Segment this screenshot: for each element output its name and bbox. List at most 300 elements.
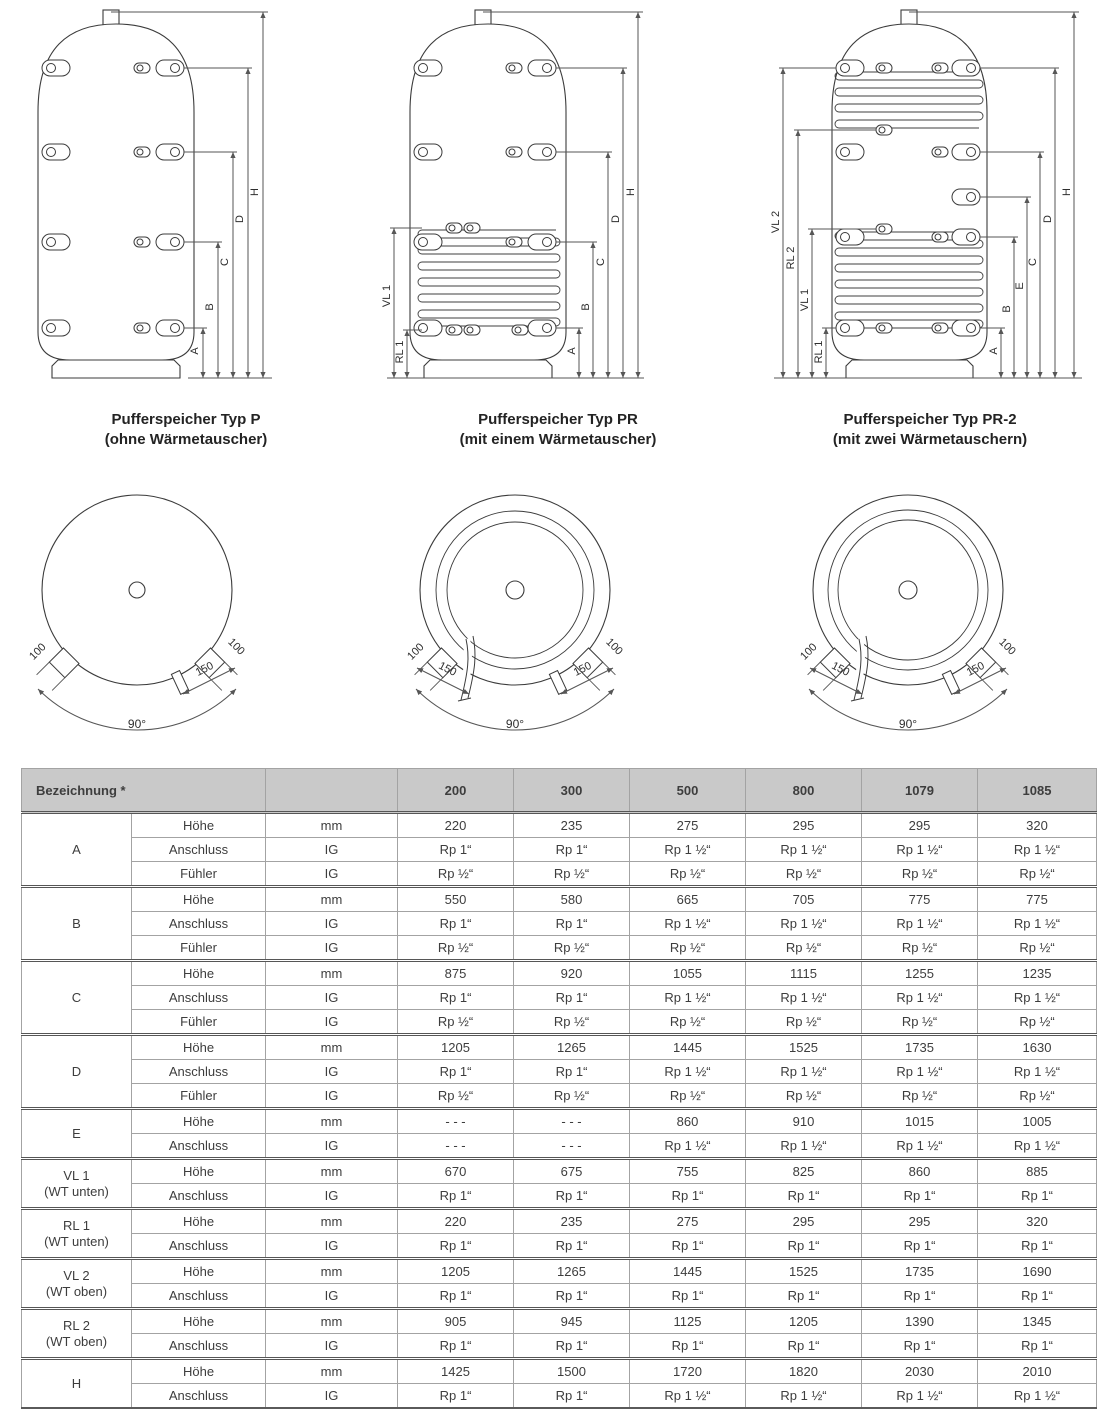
dim-100-right: 100	[225, 636, 247, 658]
dim-label-h: H	[249, 188, 261, 196]
angle-label: 90°	[505, 717, 525, 731]
value-cell: 755	[630, 1159, 746, 1184]
value-cell: Rp 1“	[398, 1284, 514, 1309]
table-row	[22, 986, 1097, 1010]
value-cell: 2030	[862, 1359, 978, 1384]
value-cell: 550	[398, 887, 514, 912]
value-cell: Rp 1“	[514, 1334, 630, 1359]
dim-label-vl1: VL 1	[799, 288, 811, 312]
top-view-typ-pr2	[744, 472, 1116, 758]
value-cell: Rp 1“	[862, 1234, 978, 1259]
value-cell: Rp 1“	[862, 1184, 978, 1209]
value-cell: Rp 1“	[398, 838, 514, 862]
unit-cell: IG	[266, 986, 398, 1010]
value-cell: Rp 1“	[398, 1334, 514, 1359]
value-cell: Rp ½“	[862, 1010, 978, 1035]
value-cell: 775	[862, 887, 978, 912]
value-cell: 1820	[746, 1359, 862, 1384]
unit-cell: IG	[266, 1134, 398, 1159]
unit-cell: mm	[266, 887, 398, 912]
value-cell: 885	[978, 1159, 1097, 1184]
group-label-cell: VL 2 (WT oben)	[22, 1259, 132, 1309]
caption-typ-pr2	[744, 410, 1116, 450]
value-cell: 275	[630, 1209, 746, 1234]
angle-label: 90°	[127, 717, 147, 731]
property-cell: Höhe	[132, 813, 266, 838]
value-cell: Rp ½“	[862, 1084, 978, 1109]
caption-typ-pr	[372, 410, 744, 450]
center-port	[129, 582, 145, 598]
dim-label-a: A	[988, 347, 1000, 355]
value-cell: Rp 1“	[514, 838, 630, 862]
value-cell: - - -	[398, 1134, 514, 1159]
value-cell: Rp 1 ½“	[746, 1060, 862, 1084]
table-row	[22, 838, 1097, 862]
unit-cell: IG	[266, 1284, 398, 1309]
caption-title: Pufferspeicher Typ PR	[478, 411, 638, 428]
unit-cell: mm	[266, 1309, 398, 1334]
value-cell: Rp 1 ½“	[630, 838, 746, 862]
value-cell: 220	[398, 1209, 514, 1234]
value-cell: Rp 1 ½“	[630, 1384, 746, 1409]
dim-label-a: A	[189, 347, 201, 355]
value-cell: Rp 1“	[746, 1184, 862, 1209]
property-cell: Anschluss	[132, 1234, 266, 1259]
value-cell: Rp 1“	[862, 1334, 978, 1359]
dim-150-right: 150	[193, 659, 216, 679]
value-cell: Rp 1“	[514, 1234, 630, 1259]
unit-cell: IG	[266, 912, 398, 936]
table-row	[22, 1010, 1097, 1035]
value-cell: 1630	[978, 1035, 1097, 1060]
group-label-cell: VL 1 (WT unten)	[22, 1159, 132, 1209]
caption-title: Pufferspeicher Typ P	[111, 411, 261, 428]
dim-150-right: 150	[964, 659, 987, 679]
table-row	[22, 887, 1097, 912]
value-cell: 920	[514, 961, 630, 986]
table-row	[22, 1159, 1097, 1184]
table-row	[22, 1109, 1097, 1134]
value-cell: Rp 1 ½“	[862, 1384, 978, 1409]
value-cell: 1265	[514, 1035, 630, 1060]
value-cell: Rp 1 ½“	[862, 1060, 978, 1084]
value-cell: 1735	[862, 1259, 978, 1284]
center-port	[506, 581, 524, 599]
unit-cell: mm	[266, 1259, 398, 1284]
value-cell: 825	[746, 1159, 862, 1184]
value-cell: Rp 1“	[398, 1234, 514, 1259]
value-cell: Rp 1 ½“	[630, 986, 746, 1010]
table-row	[22, 961, 1097, 986]
value-cell: Rp ½“	[746, 862, 862, 887]
value-cell: Rp 1“	[978, 1334, 1097, 1359]
property-cell: Anschluss	[132, 1384, 266, 1409]
table-row	[22, 1134, 1097, 1159]
table-row	[22, 936, 1097, 961]
value-cell: 1445	[630, 1259, 746, 1284]
property-cell: Anschluss	[132, 912, 266, 936]
value-cell: Rp 1“	[514, 986, 630, 1010]
bottom-pipe	[942, 671, 959, 695]
value-cell: Rp ½“	[630, 862, 746, 887]
diagram-typ-pr2	[744, 0, 1116, 450]
value-cell: 295	[862, 1209, 978, 1234]
value-cell: Rp 1“	[398, 986, 514, 1010]
tank-drawing-typ-pr2	[744, 0, 1116, 402]
table-row	[22, 1234, 1097, 1259]
header-size-800: 800	[746, 769, 862, 813]
value-cell: Rp 1“	[746, 1334, 862, 1359]
value-cell: 905	[398, 1309, 514, 1334]
group-label-cell: C	[22, 961, 132, 1035]
value-cell: Rp 1“	[514, 1060, 630, 1084]
value-cell: 1720	[630, 1359, 746, 1384]
caption-title: Pufferspeicher Typ PR-2	[843, 411, 1017, 428]
value-cell: 1425	[398, 1359, 514, 1384]
property-cell: Höhe	[132, 961, 266, 986]
table-row	[22, 1084, 1097, 1109]
property-cell: Anschluss	[132, 1284, 266, 1309]
value-cell: Rp 1“	[630, 1334, 746, 1359]
dim-label-rl1: RL 1	[394, 340, 406, 364]
unit-cell: IG	[266, 1010, 398, 1035]
unit-cell: mm	[266, 1035, 398, 1060]
value-cell: Rp 1“	[978, 1184, 1097, 1209]
table-row	[22, 1334, 1097, 1359]
value-cell: 1235	[978, 961, 1097, 986]
property-cell: Fühler	[132, 1010, 266, 1035]
dim-label-b: B	[1001, 305, 1013, 313]
value-cell: Rp 1“	[514, 1284, 630, 1309]
value-cell: 1205	[398, 1035, 514, 1060]
unit-cell: IG	[266, 1334, 398, 1359]
table-row	[22, 1060, 1097, 1084]
dim-100-left: 100	[27, 641, 49, 663]
value-cell: Rp ½“	[746, 1084, 862, 1109]
value-cell: 235	[514, 1209, 630, 1234]
unit-cell: IG	[266, 1060, 398, 1084]
value-cell: 1005	[978, 1109, 1097, 1134]
property-cell: Anschluss	[132, 1134, 266, 1159]
dim-label-vl2: VL 2	[770, 210, 782, 234]
value-cell: Rp 1 ½“	[746, 986, 862, 1010]
table-row	[22, 1184, 1097, 1209]
value-cell: Rp 1 ½“	[630, 1134, 746, 1159]
value-cell: Rp ½“	[630, 1010, 746, 1035]
value-cell: Rp ½“	[398, 936, 514, 961]
value-cell: Rp ½“	[630, 936, 746, 961]
value-cell: 1205	[746, 1309, 862, 1334]
value-cell: Rp ½“	[746, 936, 862, 961]
header-unit-column	[266, 769, 398, 813]
value-cell: Rp 1 ½“	[978, 838, 1097, 862]
header-size-500: 500	[630, 769, 746, 813]
value-cell: 705	[746, 887, 862, 912]
dim-label-e: E	[1014, 282, 1026, 290]
value-cell: 875	[398, 961, 514, 986]
dim-100-left: 100	[798, 641, 820, 663]
value-cell: Rp 1 ½“	[978, 1060, 1097, 1084]
value-cell: Rp 1“	[514, 1384, 630, 1409]
value-cell: 2010	[978, 1359, 1097, 1384]
value-cell: Rp 1“	[514, 912, 630, 936]
value-cell: 1445	[630, 1035, 746, 1060]
value-cell: Rp ½“	[978, 862, 1097, 887]
dim-label-d: D	[1042, 215, 1054, 223]
unit-cell: IG	[266, 1084, 398, 1109]
dim-150-right: 150	[571, 659, 594, 679]
dim-label-a: A	[566, 347, 578, 355]
value-cell: 860	[630, 1109, 746, 1134]
value-cell: 295	[746, 813, 862, 838]
unit-cell: IG	[266, 1384, 398, 1409]
value-cell: 665	[630, 887, 746, 912]
value-cell: Rp 1 ½“	[630, 912, 746, 936]
value-cell: Rp ½“	[630, 1084, 746, 1109]
value-cell: - - -	[514, 1134, 630, 1159]
value-cell: Rp 1“	[514, 1184, 630, 1209]
table-header-row	[22, 769, 1097, 813]
property-cell: Höhe	[132, 1259, 266, 1284]
top-view-typ-p	[0, 472, 372, 758]
value-cell: 1500	[514, 1359, 630, 1384]
dim-label-h: H	[1061, 188, 1073, 196]
spec-table	[21, 768, 1097, 1409]
property-cell: Anschluss	[132, 1334, 266, 1359]
value-cell: Rp 1“	[398, 1060, 514, 1084]
table-row	[22, 1384, 1097, 1409]
value-cell: Rp ½“	[978, 1084, 1097, 1109]
value-cell: Rp ½“	[514, 1010, 630, 1035]
diagram-typ-p	[0, 0, 372, 450]
table-row	[22, 1209, 1097, 1234]
property-cell: Höhe	[132, 1209, 266, 1234]
value-cell: 1525	[746, 1259, 862, 1284]
unit-cell: mm	[266, 1109, 398, 1134]
value-cell: Rp 1“	[862, 1284, 978, 1309]
value-cell: 235	[514, 813, 630, 838]
value-cell: Rp ½“	[862, 936, 978, 961]
value-cell: Rp ½“	[514, 936, 630, 961]
tank-drawing-typ-pr	[372, 0, 744, 402]
unit-cell: mm	[266, 1209, 398, 1234]
property-cell: Fühler	[132, 1084, 266, 1109]
value-cell: Rp 1 ½“	[978, 1134, 1097, 1159]
value-cell: Rp 1 ½“	[862, 986, 978, 1010]
value-cell: 295	[746, 1209, 862, 1234]
dim-100-left: 100	[405, 641, 427, 663]
value-cell: Rp 1“	[746, 1234, 862, 1259]
value-cell: - - -	[514, 1109, 630, 1134]
value-cell: 860	[862, 1159, 978, 1184]
value-cell: Rp 1“	[978, 1284, 1097, 1309]
value-cell: Rp 1“	[630, 1284, 746, 1309]
unit-cell: mm	[266, 1159, 398, 1184]
group-label-cell: H	[22, 1359, 132, 1409]
center-port	[899, 581, 917, 599]
table-row	[22, 862, 1097, 887]
dim-label-c: C	[1027, 258, 1039, 266]
unit-cell: IG	[266, 936, 398, 961]
value-cell: 775	[978, 887, 1097, 912]
value-cell: Rp 1“	[630, 1234, 746, 1259]
value-cell: 1525	[746, 1035, 862, 1060]
angle-label: 90°	[898, 717, 918, 731]
tank-base	[846, 360, 973, 378]
tank-drawing-typ-p	[0, 0, 372, 402]
property-cell: Anschluss	[132, 838, 266, 862]
value-cell: Rp 1 ½“	[978, 1384, 1097, 1409]
unit-cell: mm	[266, 961, 398, 986]
unit-cell: IG	[266, 862, 398, 887]
table-row	[22, 1259, 1097, 1284]
value-cell: 1265	[514, 1259, 630, 1284]
top-views-row	[0, 472, 1116, 758]
value-cell: Rp 1 ½“	[630, 1060, 746, 1084]
value-cell: Rp 1 ½“	[862, 1134, 978, 1159]
value-cell: Rp ½“	[398, 1010, 514, 1035]
property-cell: Anschluss	[132, 986, 266, 1010]
value-cell: Rp 1“	[398, 912, 514, 936]
tank-drawings-row	[0, 0, 1116, 450]
property-cell: Höhe	[132, 1359, 266, 1384]
value-cell: 1115	[746, 961, 862, 986]
caption-subtitle: (mit zwei Wärmetauschern)	[832, 431, 1028, 448]
dim-label-h: H	[625, 188, 637, 196]
value-cell: Rp 1“	[746, 1284, 862, 1309]
spec-table-body	[22, 813, 1097, 1409]
value-cell: 1125	[630, 1309, 746, 1334]
value-cell: 1390	[862, 1309, 978, 1334]
property-cell: Fühler	[132, 936, 266, 961]
value-cell: Rp 1 ½“	[746, 1384, 862, 1409]
property-cell: Höhe	[132, 1035, 266, 1060]
unit-cell: IG	[266, 1184, 398, 1209]
property-cell: Höhe	[132, 1109, 266, 1134]
caption-subtitle: (mit einem Wärmetauscher)	[459, 431, 657, 448]
table-row	[22, 1309, 1097, 1334]
unit-cell: mm	[266, 1359, 398, 1384]
dim-label-b: B	[580, 303, 592, 311]
bottom-pipe	[549, 671, 566, 695]
value-cell: Rp 1 ½“	[746, 1134, 862, 1159]
value-cell: - - -	[398, 1109, 514, 1134]
value-cell: 1255	[862, 961, 978, 986]
value-cell: 580	[514, 887, 630, 912]
table-row	[22, 1284, 1097, 1309]
header-size-300: 300	[514, 769, 630, 813]
value-cell: Rp ½“	[862, 862, 978, 887]
value-cell: 675	[514, 1159, 630, 1184]
top-view-typ-pr	[372, 472, 744, 758]
value-cell: 320	[978, 813, 1097, 838]
table-row	[22, 912, 1097, 936]
value-cell: Rp 1“	[398, 1184, 514, 1209]
value-cell: 1345	[978, 1309, 1097, 1334]
value-cell: 1690	[978, 1259, 1097, 1284]
value-cell: 945	[514, 1309, 630, 1334]
value-cell: Rp ½“	[514, 862, 630, 887]
value-cell: 670	[398, 1159, 514, 1184]
value-cell: 295	[862, 813, 978, 838]
value-cell: 1015	[862, 1109, 978, 1134]
dim-100-right: 100	[996, 636, 1018, 658]
dim-label-rl2: RL 2	[785, 246, 797, 270]
property-cell: Höhe	[132, 1309, 266, 1334]
table-row	[22, 813, 1097, 838]
value-cell: 275	[630, 813, 746, 838]
value-cell: 220	[398, 813, 514, 838]
group-label-cell: RL 1 (WT unten)	[22, 1209, 132, 1259]
dim-label-c: C	[595, 258, 607, 266]
group-label-cell: A	[22, 813, 132, 887]
value-cell: Rp 1“	[630, 1184, 746, 1209]
header-size-200: 200	[398, 769, 514, 813]
value-cell: Rp ½“	[978, 936, 1097, 961]
value-cell: 1055	[630, 961, 746, 986]
value-cell: Rp 1 ½“	[862, 838, 978, 862]
value-cell: Rp 1“	[398, 1384, 514, 1409]
dim-label-rl1: RL 1	[813, 340, 825, 364]
dim-150-left: 150	[436, 659, 459, 679]
value-cell: 1205	[398, 1259, 514, 1284]
diagram-typ-pr	[372, 0, 744, 450]
dim-label-d: D	[610, 215, 622, 223]
dim-100-right: 100	[603, 636, 625, 658]
unit-cell: IG	[266, 838, 398, 862]
dim-label-b: B	[204, 303, 216, 311]
dim-150-left: 150	[829, 659, 852, 679]
value-cell: Rp 1 ½“	[978, 912, 1097, 936]
property-cell: Fühler	[132, 862, 266, 887]
property-cell: Anschluss	[132, 1184, 266, 1209]
group-label-cell: RL 2 (WT oben)	[22, 1309, 132, 1359]
value-cell: Rp ½“	[514, 1084, 630, 1109]
group-label-cell: E	[22, 1109, 132, 1159]
caption-subtitle: (ohne Wärmetauscher)	[104, 431, 268, 448]
value-cell: Rp ½“	[746, 1010, 862, 1035]
tank-base	[424, 360, 552, 378]
dim-label-vl1: VL 1	[381, 284, 393, 308]
header-size-1079: 1079	[862, 769, 978, 813]
value-cell: Rp 1“	[978, 1234, 1097, 1259]
value-cell: Rp 1 ½“	[746, 912, 862, 936]
dim-label-d: D	[234, 215, 246, 223]
value-cell: 1735	[862, 1035, 978, 1060]
table-row	[22, 1359, 1097, 1384]
header-size-1085: 1085	[978, 769, 1097, 813]
value-cell: Rp 1 ½“	[746, 838, 862, 862]
value-cell: Rp ½“	[398, 1084, 514, 1109]
value-cell: Rp ½“	[978, 1010, 1097, 1035]
property-cell: Höhe	[132, 887, 266, 912]
unit-cell: mm	[266, 813, 398, 838]
caption-typ-p	[0, 410, 372, 450]
group-label-cell: B	[22, 887, 132, 961]
value-cell: Rp 1 ½“	[862, 912, 978, 936]
bottom-pipe	[171, 671, 188, 695]
group-label-cell: D	[22, 1035, 132, 1109]
value-cell: Rp 1 ½“	[978, 986, 1097, 1010]
tank-base	[52, 360, 180, 378]
property-cell: Anschluss	[132, 1060, 266, 1084]
value-cell: Rp ½“	[398, 862, 514, 887]
value-cell: 910	[746, 1109, 862, 1134]
unit-cell: IG	[266, 1234, 398, 1259]
property-cell: Höhe	[132, 1159, 266, 1184]
table-row	[22, 1035, 1097, 1060]
dim-label-c: C	[219, 258, 231, 266]
